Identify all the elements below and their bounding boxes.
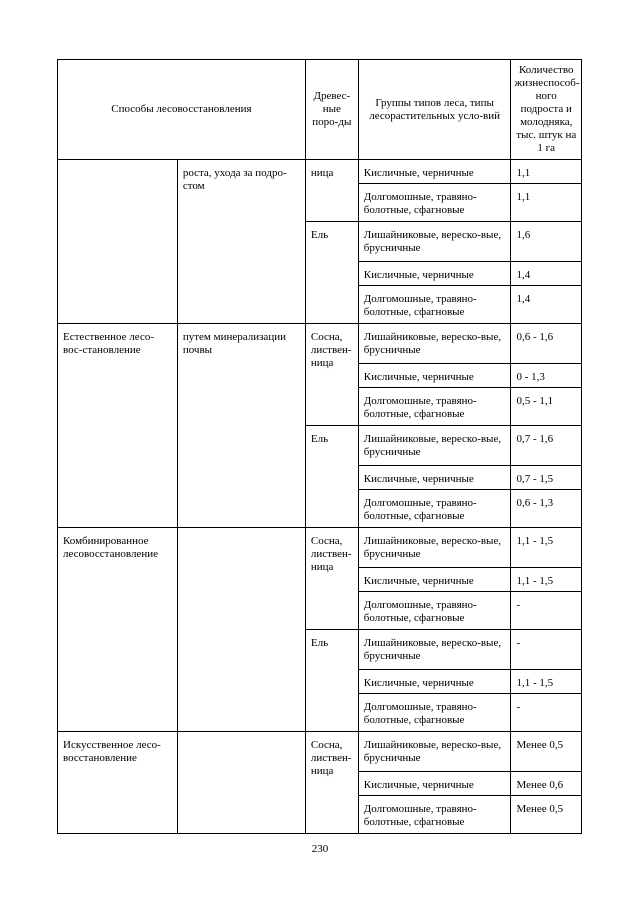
group-cell: Кисличные, черничные: [358, 568, 511, 592]
method-cell: Естественное лесо-вос-становление: [58, 324, 178, 528]
species-cell: Ель: [305, 630, 358, 732]
group-cell: Долгомошные, травяно-болотные, сфагновые: [358, 184, 511, 222]
table-row: [58, 732, 582, 772]
species-cell: Сосна, листвен-ница: [305, 732, 358, 834]
group-cell: Кисличные, черничные: [358, 670, 511, 694]
header-quantity: Количество жизнеспособ-ного подроста и молодняка, тыс. штук на 1 га: [511, 60, 582, 160]
group-cell: Долгомошные, травяно-болотные, сфагновые: [358, 388, 511, 426]
group-cell: Кисличные, черничные: [358, 262, 511, 286]
table-row: [58, 160, 582, 184]
table-row: [58, 528, 582, 568]
qty-cell: 1,1: [511, 160, 582, 184]
qty-cell: 0,5 - 1,1: [511, 388, 582, 426]
group-cell: Долгомошные, травяно-болотные, сфагновые: [358, 286, 511, 324]
group-cell: Лишайниковые, вереско-вые, брусничные: [358, 222, 511, 262]
group-cell: Кисличные, черничные: [358, 160, 511, 184]
qty-cell: 1,1 - 1,5: [511, 528, 582, 568]
group-cell: Долгомошные, травяно-болотные, сфагновые: [358, 490, 511, 528]
qty-cell: -: [511, 592, 582, 630]
group-cell: Лишайниковые, вереско-вые, брусничные: [358, 324, 511, 364]
species-cell: Ель: [305, 426, 358, 528]
qty-cell: 1,4: [511, 262, 582, 286]
header-methods: Способы лесовосстановления: [58, 60, 306, 160]
group-cell: Лишайниковые, вереско-вые, брусничные: [358, 426, 511, 466]
qty-cell: -: [511, 694, 582, 732]
species-cell: Сосна, листвен-ница: [305, 528, 358, 630]
group-cell: Долгомошные, травяно-болотные, сфагновые: [358, 694, 511, 732]
submethod-cell-empty: [177, 732, 305, 834]
submethod-cell: роста, ухода за подро-стом: [177, 160, 305, 324]
qty-cell: Менее 0,5: [511, 796, 582, 834]
qty-cell: 0,6 - 1,6: [511, 324, 582, 364]
qty-cell: Менее 0,6: [511, 772, 582, 796]
qty-cell: 1,1 - 1,5: [511, 568, 582, 592]
qty-cell: Менее 0,5: [511, 732, 582, 772]
qty-cell: 1,6: [511, 222, 582, 262]
species-cell: ница: [305, 160, 358, 222]
group-cell: Кисличные, черничные: [358, 364, 511, 388]
group-cell: Кисличные, черничные: [358, 772, 511, 796]
table-header-row: [58, 60, 582, 160]
method-cell: Искусственное лесо-восстановление: [58, 732, 178, 834]
method-cell-empty: [58, 160, 178, 324]
group-cell: Лишайниковые, вереско-вые, брусничные: [358, 630, 511, 670]
group-cell: Лишайниковые, вереско-вые, брусничные: [358, 732, 511, 772]
reforestation-table: [57, 59, 582, 834]
qty-cell: 0,6 - 1,3: [511, 490, 582, 528]
qty-cell: 1,4: [511, 286, 582, 324]
group-cell: Долгомошные, травяно-болотные, сфагновые: [358, 796, 511, 834]
group-cell: Кисличные, черничные: [358, 466, 511, 490]
qty-cell: 0,7 - 1,5: [511, 466, 582, 490]
qty-cell: 1,1: [511, 184, 582, 222]
qty-cell: -: [511, 630, 582, 670]
qty-cell: 1,1 - 1,5: [511, 670, 582, 694]
qty-cell: 0,7 - 1,6: [511, 426, 582, 466]
header-species: Древес-ные поро-ды: [305, 60, 358, 160]
method-cell: Комбинированное лесовосстановление: [58, 528, 178, 732]
group-cell: Лишайниковые, вереско-вые, брусничные: [358, 528, 511, 568]
species-cell: Ель: [305, 222, 358, 324]
group-cell: Долгомошные, травяно-болотные, сфагновые: [358, 592, 511, 630]
species-cell: Сосна, листвен-ница: [305, 324, 358, 426]
page-number: 230: [311, 843, 329, 855]
submethod-cell-empty: [177, 528, 305, 732]
table-row: [58, 324, 582, 364]
qty-cell: 0 - 1,3: [511, 364, 582, 388]
submethod-cell: путем минерализации почвы: [177, 324, 305, 528]
header-forest-groups: Группы типов леса, типы лесорастительных усло-вий: [358, 60, 511, 160]
